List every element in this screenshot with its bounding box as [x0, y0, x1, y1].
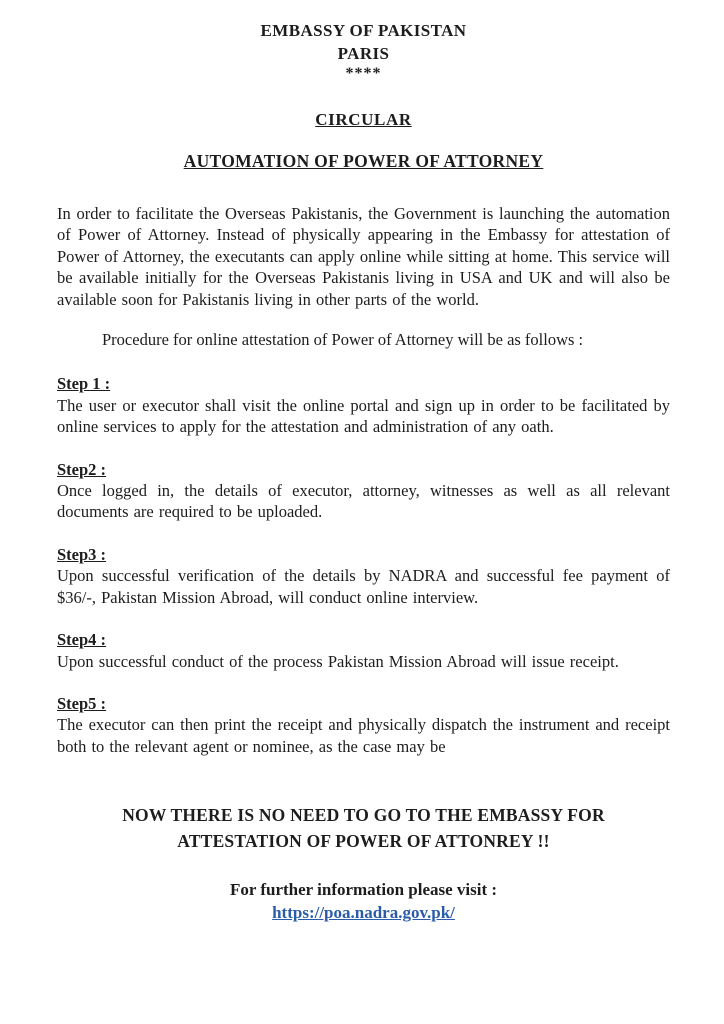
further-info-line: For further information please visit :: [229, 880, 498, 900]
step-4-text: Upon successful conduct of the process Pakistan Mission Abroad will issue receipt.: [57, 651, 619, 671]
step-1-heading: Step 1 :: [57, 374, 111, 394]
step-2-section: [57, 459, 670, 523]
step-5-heading: Step5 :: [57, 693, 107, 713]
step-4-section: [57, 629, 670, 672]
document-title: AUTOMATION OF POWER OF ATTORNEY: [183, 151, 544, 171]
link-container: [57, 903, 670, 923]
embassy-name: EMBASSY OF PAKISTAN: [260, 21, 467, 40]
conclusion-line-2: ATTESTATION OF POWER OF ATTONREY !!: [177, 831, 550, 852]
step-4-heading: Step4 :: [57, 630, 107, 650]
step-5-section: [57, 693, 670, 757]
poa-portal-link[interactable]: https://poa.nadra.gov.pk/: [272, 903, 455, 923]
step-3-heading: Step3 :: [57, 544, 107, 564]
circular-heading: CIRCULAR: [315, 110, 412, 129]
conclusion-line-1: NOW THERE IS NO NEED TO GO TO THE EMBASSY FOR: [122, 805, 605, 826]
step-3-text: Upon successful verification of the details by NADRA and successful fee payment of $36/-, Pakistan Mission Abroad, will conduct online interview.: [57, 566, 670, 607]
step-3-section: [57, 544, 670, 608]
conclusion-banner: [57, 802, 670, 854]
step-1-text: The user or executor shall visit the online portal and sign up in order to be facilitated by online services to apply for the attestation and administration of any oath.: [57, 395, 670, 437]
step-5-text: The executor can then print the receipt and physically dispatch the instrument and receipt both to the relevant agent or nominee, as the case may be: [57, 715, 670, 756]
step-1-section: [57, 373, 670, 437]
document-header: [57, 21, 670, 172]
procedure-intro-line: Procedure for online attestation of Power of Attorney will be as follows :: [102, 330, 584, 350]
step-2-heading: Step2 :: [57, 459, 107, 479]
city-name: PARIS: [337, 44, 390, 63]
separator-stars: ****: [345, 65, 382, 82]
step-2-text: Once logged in, the details of executor, attorney, witnesses as well as all relevant documents are required to be uploaded.: [57, 481, 670, 522]
intro-paragraph: In order to facilitate the Overseas Pakistanis, the Government is launching the automation of Power of Attorney. Instead of physically appearing in the Embassy for attestation of Power of Attorney, the executants can apply online while sitting at home. This service will be available initially for the Overseas Pakistanis living in USA and UK and will also be available soon for Pakistanis living in other parts of the world.: [57, 204, 670, 309]
